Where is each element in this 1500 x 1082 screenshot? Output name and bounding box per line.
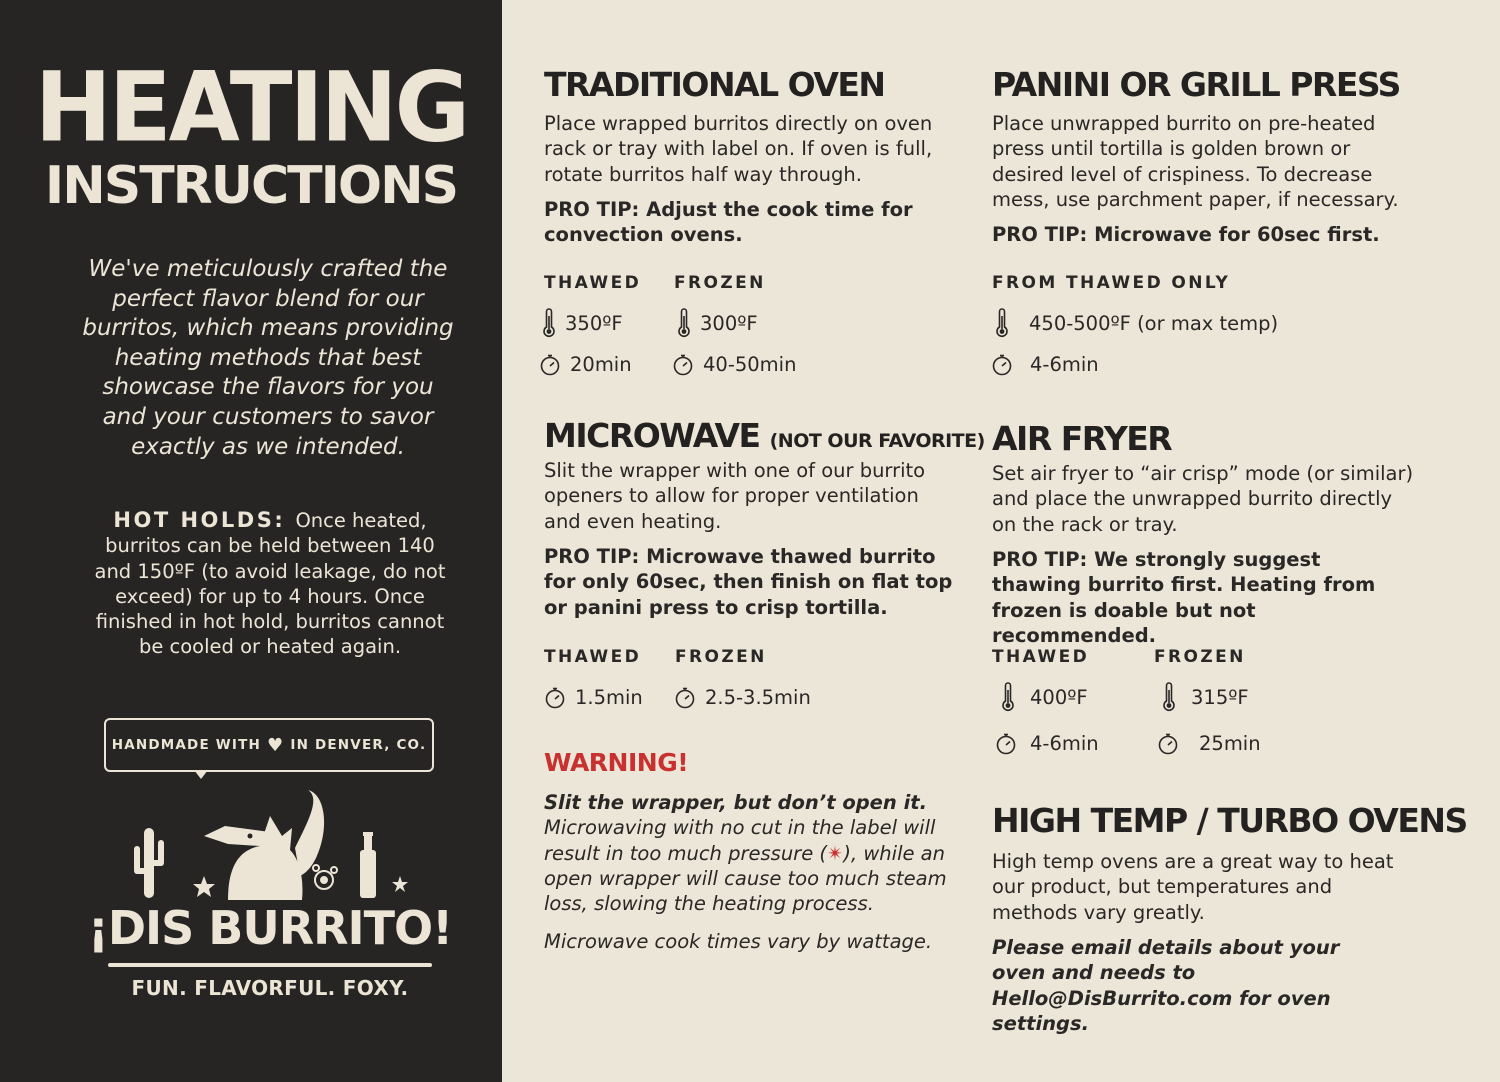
timer-icon: [991, 354, 1013, 376]
microwave-title: [544, 416, 985, 455]
panini-temp: [995, 308, 1278, 338]
oven-tip: PRO TIP: Adjust the cook time for convection ovens.: [544, 198, 913, 247]
hot-holds-label: HOT HOLDS:: [113, 508, 286, 532]
panini-text: Place unwrapped burrito on pre-heated press until tortilla is golden brown or desired level of crispiness. To decrease mess, use parchment paper, if necessary.: [992, 112, 1399, 211]
airfryer-frozen-temp-value: 315ºF: [1191, 685, 1249, 709]
microwave-frozen-time-value: 2.5-3.5min: [705, 686, 811, 709]
fox-body: [204, 790, 324, 900]
hightemp-email-note: Please email details about your oven and needs to Hello@DisBurrito.com for oven settings.: [992, 936, 1340, 1035]
microwave-subtitle: (NOT OUR FAVORITE): [769, 430, 985, 452]
hot-holds-block: [84, 508, 456, 660]
warning-text: [544, 790, 969, 916]
left-panel: [0, 0, 502, 1082]
oven-thawed-label: THAWED: [544, 273, 642, 293]
microwave-thawed-label: THAWED: [544, 647, 642, 667]
airfryer-frozen-time: [1157, 732, 1261, 755]
oven-text: Place wrapped burritos directly on oven rack or tray with label on. If oven is full, rotate burritos half way through.: [544, 112, 933, 186]
airfryer-frozen-time-value: 25min: [1199, 732, 1261, 755]
badge-text-right: IN DENVER, CO.: [290, 737, 427, 753]
microwave-tip: PRO TIP: Microwave thawed burrito for only 60sec, then finish on flat top or panini press to crisp tortilla.: [544, 545, 953, 619]
oven-frozen-label: FROZEN: [674, 273, 766, 293]
oven-frozen-time: [672, 353, 796, 376]
hightemp-title: HIGH TEMP / TURBO OVENS: [992, 801, 1467, 840]
oven-frozen-temp-value: 300ºF: [700, 311, 758, 335]
oven-frozen-time-value: 40-50min: [703, 353, 797, 376]
airfryer-frozen-label: FROZEN: [1154, 647, 1246, 667]
cactus-icon: [134, 828, 164, 898]
badge-text-left: HANDMADE WITH: [111, 737, 262, 753]
oven-thawed-time-value: 20min: [570, 353, 632, 376]
airfryer-title: AIR FRYER: [992, 419, 1172, 458]
panini-time: [991, 353, 1099, 376]
panini-title: PANINI OR GRILL PRESS: [992, 65, 1400, 104]
microwave-text: Slit the wrapper with one of our burrito openers to allow for proper ventilation and even heating.: [544, 459, 926, 533]
heart-icon: ♥: [267, 734, 285, 756]
thermometer-icon: [1001, 682, 1015, 712]
handmade-badge: [104, 718, 434, 772]
oven-thawed-time: [539, 353, 632, 376]
intro-text: We've meticulously crafted the perfect flavor blend for our burritos, which means providing heating methods that best showcase the flavors for you and your customers to savor exactly as we intended.: [82, 256, 454, 460]
warning-text-a: Microwaving with no cut in the label will result in too much pressure (: [544, 816, 936, 865]
oven-frozen-temp: [677, 308, 758, 338]
oven-thawed-temp-value: 350ºF: [565, 311, 623, 335]
timer-icon: [672, 354, 694, 376]
timer-icon: [995, 733, 1017, 755]
right-panel: [502, 0, 1500, 1082]
microwave-frozen-label: FROZEN: [675, 647, 767, 667]
logo-underline: [108, 963, 432, 967]
timer-icon: [1157, 733, 1179, 755]
hightemp-text: High temp ovens are a great way to heat our product, but temperatures and methods vary greatly.: [992, 850, 1394, 924]
logo-wordmark: ¡DIS BURRITO!: [87, 901, 453, 955]
timer-icon: [544, 687, 566, 709]
airfryer-thawed-time-value: 4-6min: [1030, 732, 1099, 755]
flower-icon: [313, 865, 337, 889]
airfryer-thawed-temp-value: 400ºF: [1030, 685, 1088, 709]
warning-title: WARNING!: [544, 748, 689, 777]
hot-holds-text: Once heated, burritos can be held between 140 and 150ºF (to avoid leakage, do not exceed) for up to 4 hours. Once finished in hot hold, burritos cannot be cooled or heated again.: [94, 509, 446, 659]
timer-icon: [539, 354, 561, 376]
thermometer-icon: [677, 308, 691, 338]
airfryer-thawed-label: THAWED: [992, 647, 1090, 667]
timer-icon: [674, 687, 696, 709]
thermometer-icon: [1162, 682, 1176, 712]
star-icon: [193, 876, 215, 897]
thermometer-icon: [542, 308, 556, 338]
badge-tail: [194, 770, 208, 779]
fox-logo-icon: [120, 788, 420, 903]
airfryer-thawed-temp: [1001, 682, 1088, 712]
panini-time-value: 4-6min: [1030, 353, 1099, 376]
panini-temp-value: 450-500ºF (or max temp): [1029, 311, 1279, 335]
microwave-frozen-time: [674, 686, 811, 709]
airfryer-tip: PRO TIP: We strongly suggest thawing burrito first. Heating from frozen is doable but not recommended.: [992, 548, 1376, 647]
oven-title: TRADITIONAL OVEN: [544, 65, 885, 104]
oven-thawed-temp: [542, 308, 623, 338]
thermometer-icon: [995, 308, 1009, 338]
microwave-thawed-time: [544, 686, 643, 709]
warning-text-b: ), while an open wrapper will cause too much steam loss, slowing the heating process.: [544, 841, 947, 916]
wattage-note: Microwave cook times vary by wattage.: [544, 930, 933, 953]
airfryer-text: Set air fryer to “air crisp” mode (or similar) and place the unwrapped burrito directly on the rack or tray.: [992, 462, 1414, 536]
heading-instructions: INSTRUCTIONS: [44, 156, 458, 216]
bottle-icon: [360, 832, 376, 898]
microwave-title-text: MICROWAVE: [544, 416, 760, 455]
heading-heating: HEATING: [34, 51, 468, 164]
airfryer-frozen-temp: [1162, 682, 1249, 712]
tagline: FUN. FLAVORFUL. FOXY.: [131, 976, 409, 1000]
warning-bold: Slit the wrapper, but don’t open it.: [544, 791, 927, 814]
panini-label: FROM THAWED ONLY: [992, 273, 1231, 293]
microwave-thawed-time-value: 1.5min: [575, 686, 643, 709]
panini-tip: PRO TIP: Microwave for 60sec first.: [992, 223, 1380, 246]
burst-icon: ✴: [827, 841, 844, 865]
airfryer-thawed-time: [995, 732, 1099, 755]
